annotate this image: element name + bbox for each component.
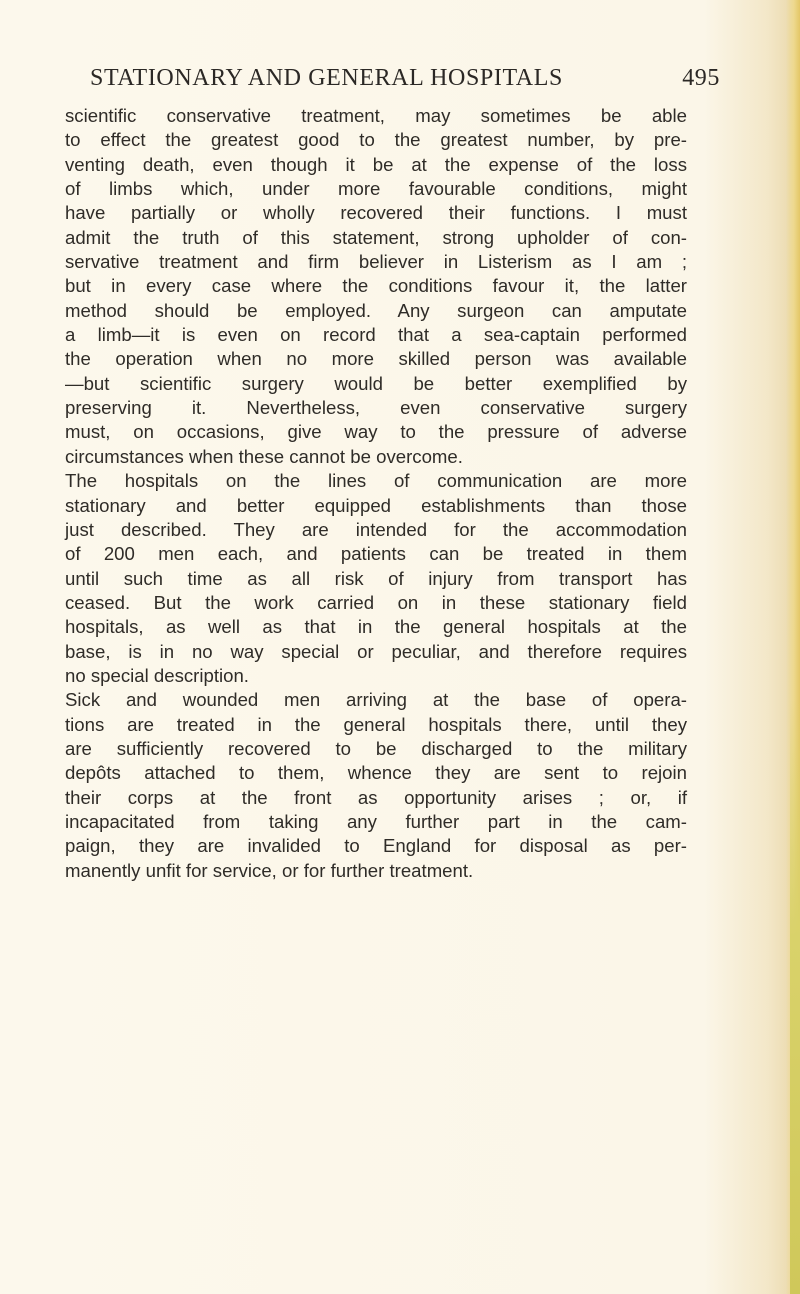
text-line: tions are treated in the general hospitals there, until they [65,713,687,735]
text-line: have partially or wholly recovered their functions. I must [65,202,687,224]
text-line: incapacitated from taking any further part in the cam- [65,810,687,832]
text-line: a limb—it is even on record that a sea-captain performed [65,324,687,346]
text-line: until such time as all risk of injury from transport has [65,567,687,589]
running-head-title: STATIONARY AND GENERAL HOSPITALS [90,65,563,91]
text-line: stationary and better equipped establishments than those [65,494,687,516]
text-line: —but scientific surgery would be better exemplified by [65,372,687,394]
text-line: admit the truth of this statement, strong upholder of con- [65,226,687,248]
text-line: but in every case where the conditions favour it, the latter [65,275,687,297]
text-line: must, on occasions, give way to the pressure of adverse [65,421,687,443]
text-line: hospitals, as well as that in the general hospitals at the [65,616,687,638]
text-line: of limbs which, under more favourable conditions, might [65,178,687,200]
text-line: circumstances when these cannot be overcome. [65,445,463,467]
text-line: base, is in no way special or peculiar, and therefore requires [65,640,687,662]
text-line: manently unfit for service, or for further treatment. [65,859,474,881]
text-line: venting death, even though it be at the expense of the loss [65,153,687,175]
text-line: to effect the greatest good to the greatest number, by pre- [65,129,687,151]
text-line: are sufficiently recovered to be discharged to the military [65,737,687,759]
text-line: scientific conservative treatment, may sometimes be able [65,105,687,126]
page-edge-stain [790,700,800,1294]
text-line: preserving it. Nevertheless, even conservative surgery [65,397,687,419]
text-line: of 200 men each, and patients can be treated in them [65,543,687,565]
text-line: The hospitals on the lines of communication are more [65,470,687,492]
text-line: their corps at the front as opportunity arises ; or, if [65,786,687,808]
text-line: Sick and wounded men arriving at the base of opera- [65,689,687,711]
text-line: method should be employed. Any surgeon can amputate [65,299,687,321]
body-text [65,104,687,883]
running-head [90,65,720,95]
text-line: no special description. [65,664,249,686]
text-line: ceased. But the work carried on in these stationary field [65,591,687,613]
text-line: the operation when no more skilled person was available [65,348,687,370]
text-line: just described. They are intended for the accommodation [65,518,687,540]
text-line: paign, they are invalided to England for disposal as per- [65,835,687,857]
text-line: depôts attached to them, whence they are sent to rejoin [65,762,687,784]
text-line: servative treatment and firm believer in Listerism as I am ; [65,251,687,273]
page-number: 495 [682,65,720,91]
